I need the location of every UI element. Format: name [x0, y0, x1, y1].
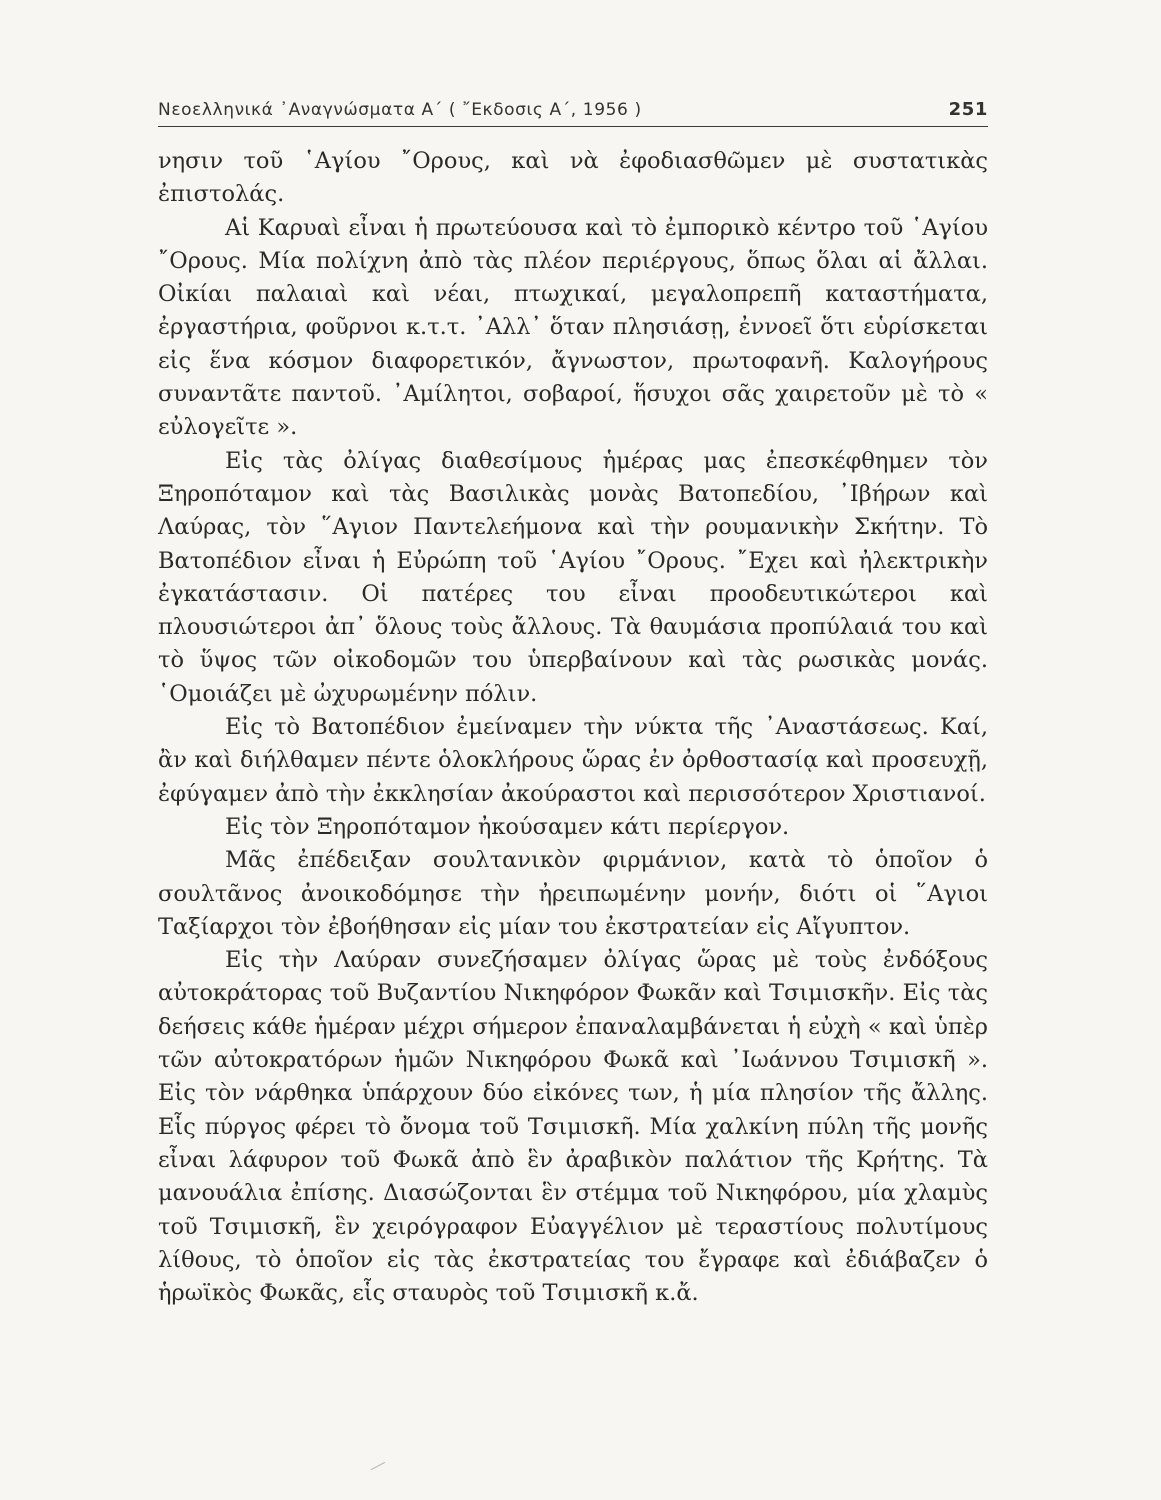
paragraph-lavra: Εἰς τὴν Λαύραν συνεζήσαμεν ὀλίγας ὥρας μὲ τοὺς ἐνδόξους αὐτοκράτορας τοῦ Βυζαντίου Νικηφόρον Φωκᾶν καὶ Τσιμισκῆν. Εἰς τὰς δεήσεις κάθε ἡμέραν μέχρι σήμερον ἐπαναλαμβάνεται ἡ εὐχὴ « καὶ ὑπὲρ τῶν αὐτοκρατόρων ἡμῶν Νικηφόρου Φωκᾶ καὶ ᾿Ιωάννου Τσιμισκῆ ». Εἰς τὸν νάρθηκα ὑπάρχουν δύο εἰκόνες των, ἡ μία πλησίον τῆς ἄλλης. Εἷς πύργος φέρει τὸ ὄνομα τοῦ Τσιμισκῆ. Μία χαλκίνη πύλη τῆς μονῆς εἶναι λάφυρον τοῦ Φωκᾶ ἀπὸ ἓν ἀραβικὸν παλάτιον τῆς Κρήτης. Τὰ μανουάλια ἐπίσης. Διασώζονται ἓν στέμμα τοῦ Νικηφόρου, μία χλαμὺς τοῦ Τσιμισκῆ, ἓν χειρόγραφον Εὐαγγέλιον μὲ τεραστίους πολυτίμους λίθους, τὸ ὁποῖον εἰς τὰς ἐκστρατείας του ἔγραφε καὶ ἐδιάβαζεν ὁ ἡρωϊκὸς Φωκᾶς, εἷς σταυρὸς τοῦ Τσιμισκῆ κ.ἄ. [158, 947, 988, 1307]
page-number: 251 [948, 99, 988, 120]
paragraph-easter-night: Εἰς τὸ Βατοπέδιον ἐμείναμεν τὴν νύκτα τῆς ᾿Αναστάσεως. Καί, ἂν καὶ διήλθαμεν πέντε ὁλοκλήρους ὥρας ἐν ὀρθοστασίᾳ καὶ προσευχῇ, ἐφύγαμεν ἀπὸ τὴν ἐκκλησίαν ἀκούραστοι καὶ περισσότερον Χριστιανοί. [158, 714, 988, 807]
book-title: Νεοελληνικά ᾿Αναγνώσματα Α΄ ( ῎Εκδοσις Α΄, 1956 ) [158, 100, 642, 120]
running-header [158, 92, 988, 127]
book-page [158, 92, 988, 1482]
paragraph-continuation: νησιν τοῦ ῾Αγίου ῎Ορους, καὶ νὰ ἐφοδιασθῶμεν μὲ συστατικὰς ἐπιστολάς. [158, 148, 988, 208]
body-text [158, 145, 988, 1310]
paragraph-xiropotamou: Εἰς τὸν Ξηροπόταμον ἠκούσαμεν κάτι περίεργον. [225, 813, 790, 840]
paragraph-monasteries: Εἰς τὰς ὀλίγας διαθεσίμους ἡμέρας μας ἐπεσκέφθημεν τὸν Ξηροπόταμον καὶ τὰς Βασιλικὰς μονὰς Βατοπεδίου, ᾿Ιβήρων καὶ Λαύρας, τὸν ῞Αγιον Παντελεήμονα καὶ τὴν ρουμανικὴν Σκήτην. Τὸ Βατοπέδιον εἶναι ἡ Εὐρώπη τοῦ ῾Αγίου ῎Ορους. ῎Εχει καὶ ἠλεκτρικὴν ἐγκατάστασιν. Οἱ πατέρες του εἶναι προοδευτικώτεροι καὶ πλουσιώτεροι ἀπ᾿ ὅλους τοὺς ἄλλους. Τὰ θαυμάσια προπύλαιά του καὶ τὸ ὕψος τῶν οἰκοδομῶν του ὑπερβαίνουν καὶ τὰς ρωσικὰς μονάς. ῾Ομοιάζει μὲ ὠχυρωμένην πόλιν. [158, 447, 988, 707]
paragraph-karyes: Αἱ Καρυαὶ εἶναι ἡ πρωτεύουσα καὶ τὸ ἐμπορικὸ κέντρο τοῦ ῾Αγίου ῎Ορους. Μία πολίχνη ἀπὸ τὰς πλέον περιέργους, ὅπως ὅλαι αἱ ἄλλαι. Οἰκίαι παλαιαὶ καὶ νέαι, πτωχικαί, μεγαλοπρεπῆ καταστήματα, ἐργαστήρια, φοῦρνοι κ.τ.τ. ᾿Αλλ᾿ ὅταν πλησιάσῃ, ἐννοεῖ ὅτι εὑρίσκεται εἰς ἕνα κόσμον διαφορετικόν, ἄγνωστον, πρωτοφανῆ. Καλογήρους συναντᾶτε παντοῦ. ᾿Αμίλητοι, σοβαροί, ἥσυχοι σᾶς χαιρετοῦν μὲ τὸ « εὐλογεῖτε ». [158, 214, 988, 441]
paragraph-firman: Μᾶς ἐπέδειξαν σουλτανικὸν φιρμάνιον, κατὰ τὸ ὁποῖον ὁ σουλτᾶνος ἀνοικοδόμησε τὴν ἠρειπωμένην μονήν, διότι οἱ ῞Αγιοι Ταξίαρχοι τὸν ἐβοήθησαν εἰς μίαν του ἐκστρατείαν εἰς Αἴγυπτον. [158, 847, 988, 940]
